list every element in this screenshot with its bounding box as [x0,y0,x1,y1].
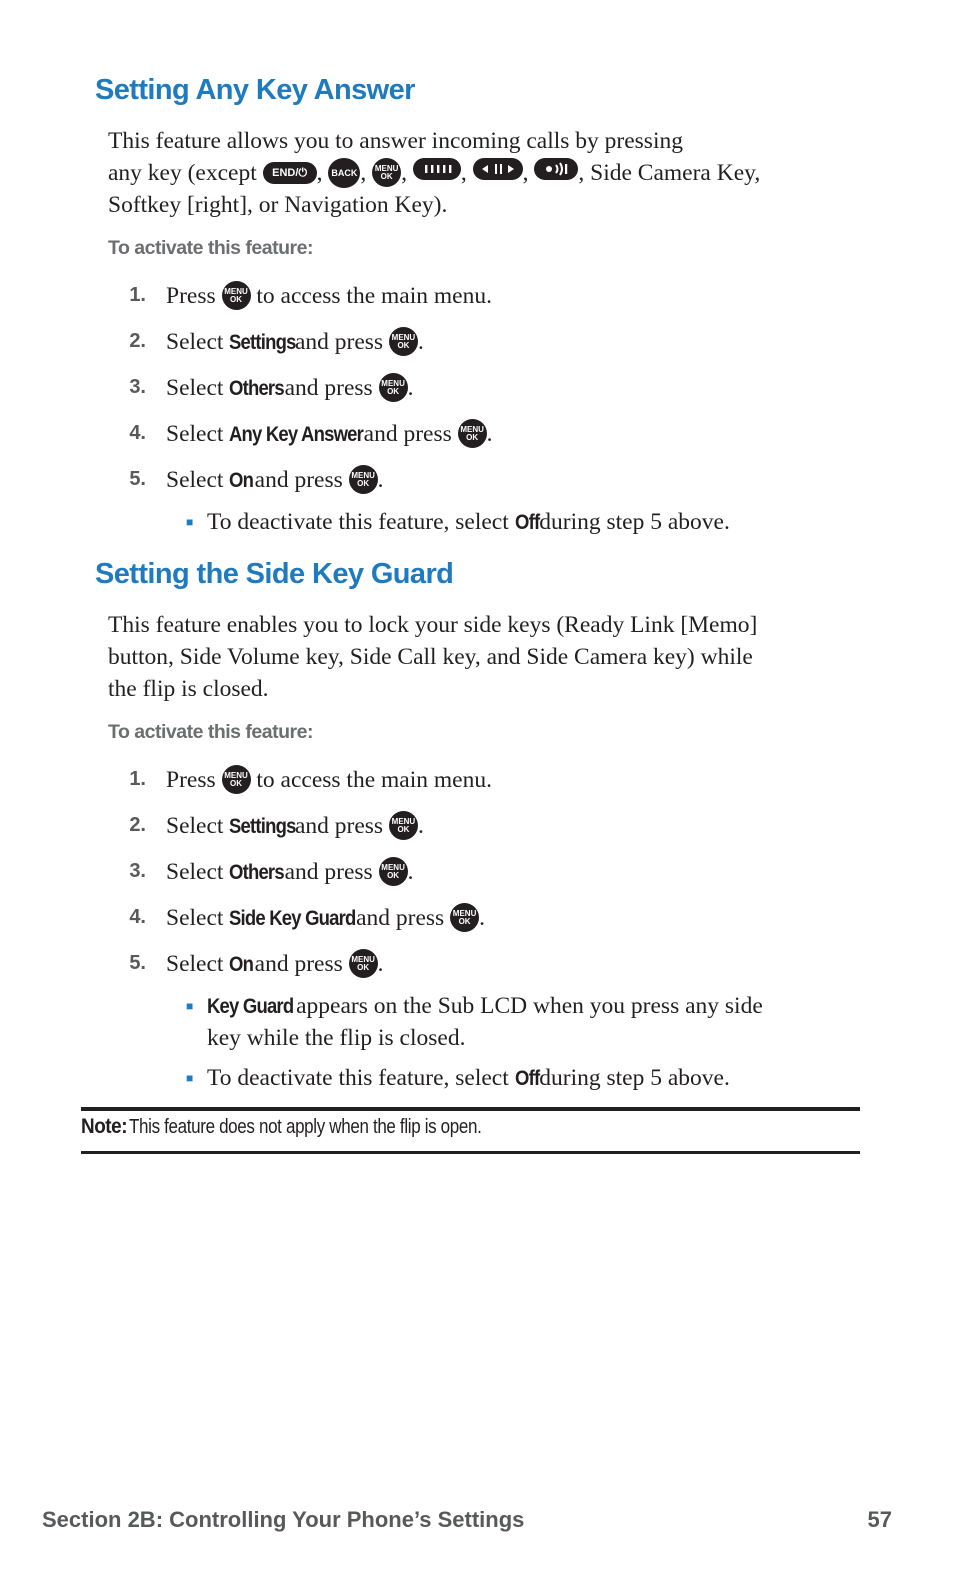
step-number: 2. [129,330,146,352]
bullet-key-guard: Key Guard appears on the Sub LCD when you press any side [207,990,763,1023]
intro-text: , Side Camera Key, [578,160,761,186]
menu-keyword: Any Key Answer [229,423,364,446]
note-top-rule [81,1107,860,1111]
menu-ok-key-icon: MENU OK [389,811,418,840]
subheading-activate: To activate this feature: [108,721,313,743]
bullet-marker: ■ [186,1071,194,1085]
bullet-marker: ■ [186,515,194,529]
menu-keyword: Side Key Guard [229,907,356,930]
footer-section-title: Section 2B: Controlling Your Phone’s Settings [42,1507,525,1532]
step-1: Press MENU OK to access the main menu. [166,767,492,793]
menu-ok-key-icon: MENU OK [222,765,251,794]
intro-line: the flip is closed. [108,676,269,702]
page-number: 57 [867,1507,892,1532]
bullet-marker: ■ [186,999,194,1013]
menu-keyword: Off [514,1067,539,1090]
menu-keyword: On [229,469,254,492]
section-heading-any-key-answer: Setting Any Key Answer [95,74,415,106]
menu-ok-key-icon: MENU OK [372,158,401,187]
step-2: Select Settingsand press MENU OK . [166,810,424,843]
intro-line: Softkey [right], or Navigation Key). [108,192,448,218]
menu-ok-key-icon: MENU OK [379,373,408,402]
step-4: Select Any Key Answerand press MENU OK . [166,418,493,451]
menu-ok-key-icon: MENU OK [222,281,251,310]
menu-ok-key-icon: MENU OK [450,903,479,932]
menu-ok-key-icon: MENU OK [389,327,418,356]
intro-text: any key (except [108,160,257,186]
menu-keyword: Key Guard [207,995,294,1018]
step-number: 1. [129,768,146,790]
step-number: 5. [129,468,146,490]
bullet-key-guard-cont: key while the flip is closed. [207,1025,466,1051]
note-label: Note: [81,1115,128,1138]
step-number: 3. [129,376,146,398]
step-number: 5. [129,952,146,974]
menu-keyword: Others [229,377,285,400]
note-text: This feature does not apply when the flip is open. [129,1116,482,1138]
step-3: Select Othersand press MENU OK . [166,372,413,405]
subheading-activate: To activate this feature: [108,237,313,259]
step-2: Select Settingsand press MENU OK . [166,326,424,359]
intro-line: This feature enables you to lock your side keys (Ready Link [Memo] [108,612,758,638]
step-3: Select Othersand press MENU OK . [166,856,413,889]
volume-side-key-icon [473,157,523,189]
intro-line: button, Side Volume key, Side Call key, and Side Camera key) while [108,644,753,670]
section-heading-side-key-guard: Setting the Side Key Guard [95,558,454,590]
menu-keyword: Settings [229,815,296,838]
step-1: Press MENU OK to access the main menu. [166,283,492,309]
menu-ok-key-icon: MENU OK [458,419,487,448]
step-number: 2. [129,814,146,836]
menu-keyword: Settings [229,331,296,354]
bullet-deactivate: To deactivate this feature, select Offduring step 5 above. [207,506,730,539]
menu-ok-key-icon: MENU OK [379,857,408,886]
bullet-deactivate: To deactivate this feature, select Offduring step 5 above. [207,1062,730,1095]
back-key-icon: BACK [328,158,360,188]
step-number: 4. [129,422,146,444]
menu-keyword: Others [229,861,285,884]
intro-line: This feature allows you to answer incoming calls by pressing [108,128,683,154]
menu-ok-key-icon: MENU OK [349,949,378,978]
menu-ok-key-icon: MENU OK [349,465,378,494]
camera-side-key-icon [534,157,578,189]
step-number: 3. [129,860,146,882]
end-power-key-icon: END/⏻ [263,162,317,184]
step-number: 1. [129,284,146,306]
note [81,1115,544,1139]
menu-keyword: Off [514,511,539,534]
step-4: Select Side Key Guardand press MENU OK . [166,902,485,935]
step-5: Select Onand press MENU OK . [166,464,384,497]
ready-link-key-icon [413,157,461,189]
note-bottom-rule [81,1151,860,1154]
step-number: 4. [129,906,146,928]
step-5: Select Onand press MENU OK . [166,948,384,981]
intro-line-with-keys: any key (except END/⏻ , BACK , MENU OK , , , , Side Camera Key, [108,157,760,191]
menu-keyword: On [229,953,254,976]
